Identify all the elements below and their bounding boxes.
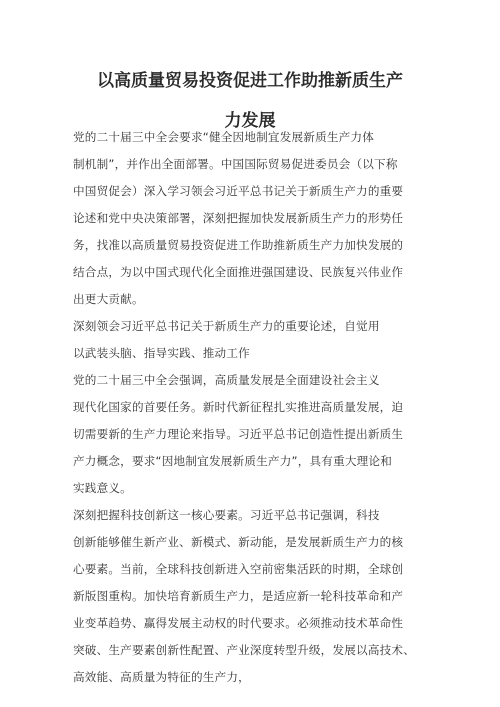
paragraph-line: 突破、生产要素创新性配置、产业深度转型升级，发展以高技术、 — [73, 643, 416, 657]
paragraph-line: 业变革趋势、赢得发展主动权的时代要求。必须推动技术革命性 — [73, 616, 404, 630]
paragraph-line: 产力概念，要求“因地制宜发展新质生产力”，具有重大理论和 — [73, 454, 393, 468]
paragraph-line: 党的二十届三中全会强调，高质量发展是全面建设社会主义 — [73, 373, 380, 387]
paragraph-line: 深刻把握科技创新这一核心要素。习近平总书记强调，科技 — [73, 508, 380, 522]
paragraph-line: 实践意义。 — [73, 481, 132, 495]
paragraph-line: 以武装头脑、指导实践、推动工作 — [73, 346, 250, 360]
paragraph-line: 中国贸促会）深入学习领会习近平总书记关于新质生产力的重要 — [73, 184, 404, 198]
paragraph-line: 创新能够催生新产业、新模式、新动能，是发展新质生产力的核 — [73, 535, 404, 549]
document-title-line-1: 以高质量贸易投资促进工作助推新质生产 — [97, 71, 403, 91]
paragraph-line: 务，找准以高质量贸易投资促进工作助推新质生产力加快发展的 — [73, 238, 404, 252]
paragraph-line: 结合点，为以中国式现代化全面推进强国建设、民族复兴伟业作 — [73, 265, 404, 279]
paragraph-line: 现代化国家的首要任务。新时代新征程扎实推进高质量发展，迫 — [73, 400, 404, 414]
paragraph-line: 心要素。当前，全球科技创新进入空前密集活跃的时期，全球创 — [73, 562, 404, 576]
paragraph-line: 党的二十届三中全会要求“健全因地制宜发展新质生产力体 — [73, 130, 375, 144]
paragraph-line: 新版图重构。加快培育新质生产力，是适应新一轮科技革命和产 — [73, 589, 404, 603]
paragraph-line: 论述和党中央决策部署，深刻把握加快发展新质生产力的形势任 — [73, 211, 404, 225]
paragraph-line: 高效能、高质量为特征的生产力， — [73, 670, 250, 684]
paragraph-line: 制机制”，并作出全面部署。中国国际贸易促进委员会（以下称 — [73, 157, 398, 171]
document-title-line-2: 力发展 — [224, 111, 276, 131]
paragraph-line: 切需要新的生产力理论来指导。习近平总书记创造性提出新质生 — [73, 427, 404, 441]
paragraph-line: 出更大贡献。 — [73, 292, 144, 306]
paragraph-line: 深刻领会习近平总书记关于新质生产力的重要论述，自觉用 — [73, 319, 380, 333]
